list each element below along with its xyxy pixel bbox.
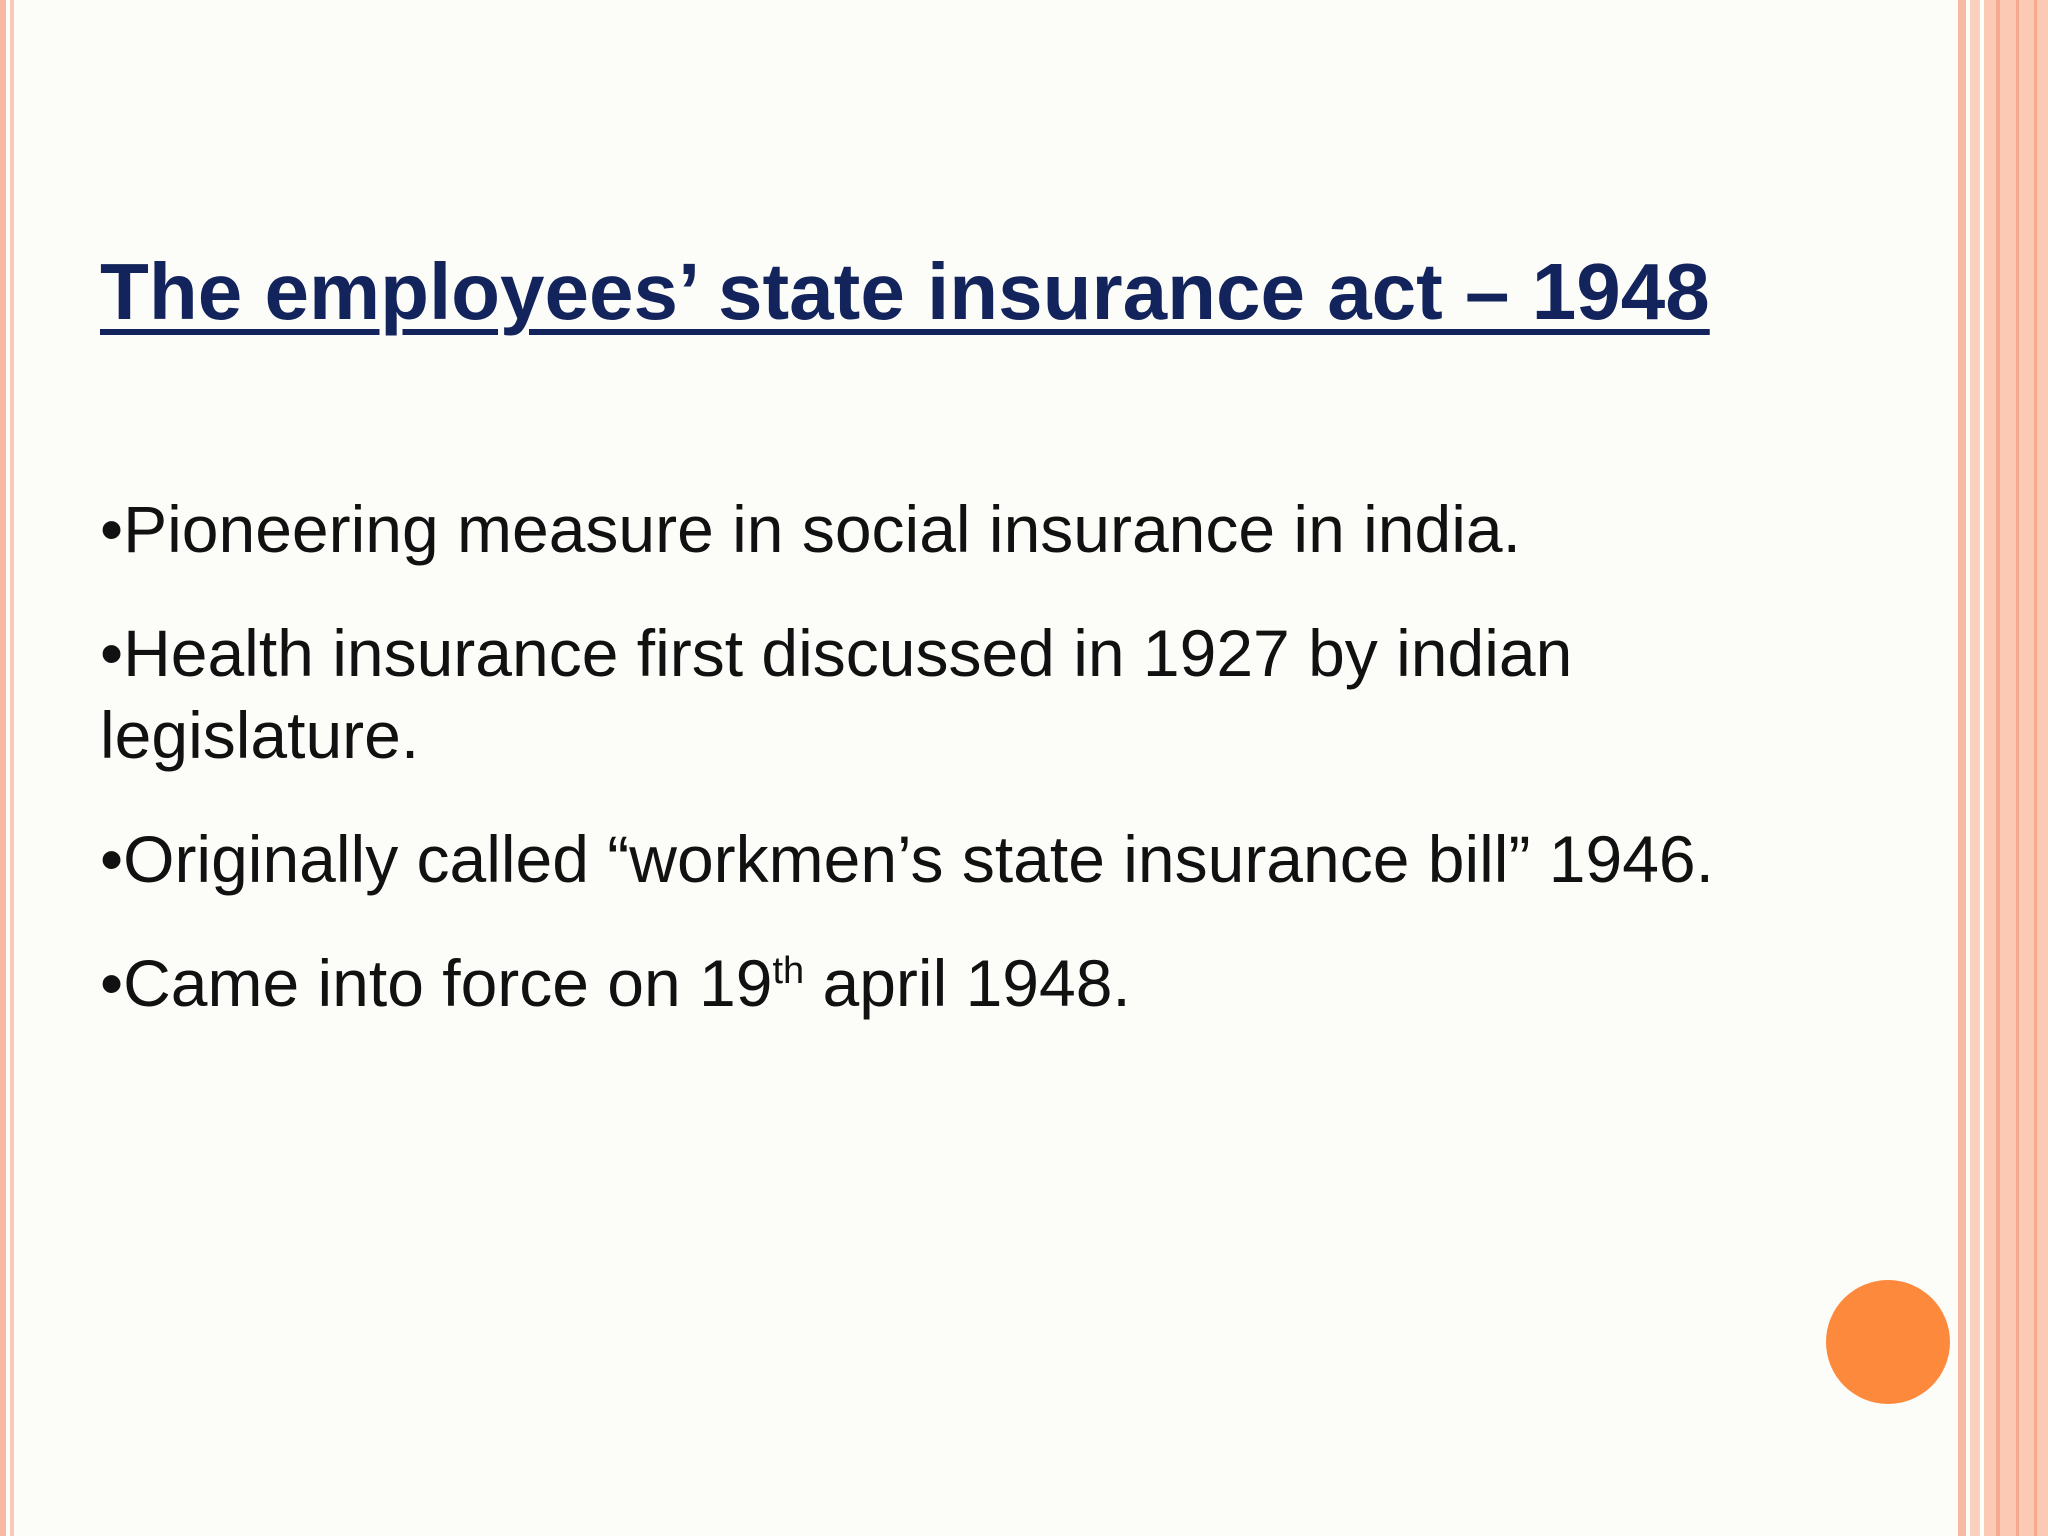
ordinal-superscript: th [772,950,805,992]
slide-title: The employees’ state insurance act – 1948 [100,247,1710,336]
bullet-item: •Health insurance first discussed in 1927 by indian legislature. [100,616,1573,772]
right-border-line [1996,0,2000,1536]
bullet-item: •Originally called “workmen’s state insurance bill” 1946. [100,822,1714,896]
right-border-stripe [1958,0,1966,1536]
left-border-stripe-inner [10,0,14,1536]
orange-circle-decoration [1826,1280,1950,1404]
bullet-text: april 1948. [804,946,1131,1020]
right-border-stripe [1970,0,1980,1536]
right-border-line [2034,0,2037,1536]
bullet-text: •Came into force on 19 [100,946,773,1020]
right-border-line [2016,0,2019,1536]
left-border-stripe [0,0,6,1536]
bullet-list [100,488,1860,1066]
bullet-item [100,942,1860,1024]
bullet-item: •Pioneering measure in social insurance in india. [100,492,1521,566]
